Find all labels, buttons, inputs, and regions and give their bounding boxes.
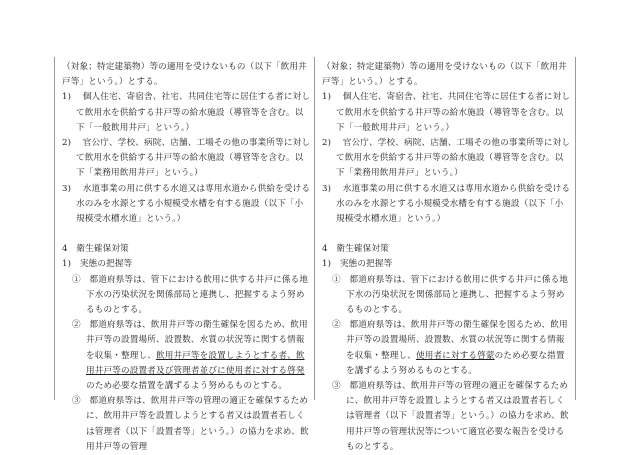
table-border-left [54,57,55,400]
sub-item [62,394,312,455]
item-number: 2) [322,138,332,149]
sub-item-number: ② [72,320,81,331]
sub-item [322,318,572,379]
sub-item [322,273,572,319]
sub-item-text: 都道府県等は、飲用井戸等の管理の適正を確保するために、飲用井戸等を設置しようとする者又は設置者若しくは管理者（以下「設置者等」という。）の協力を求め、飲用井戸等の管理状況等について適宜必要な報告を受けるものとする。 [346,381,569,452]
item-text: 水道事業の用に供する水道又は専用水道から供給を受ける水のみを水源とする小規模受水槽を有する施設（以下「小規模受水槽水道」という。） [336,183,571,225]
intro-text: （対象；特定建築物）等の適用を受けないもの（以下「飲用井戸等」という。）とする。 [62,62,307,88]
section-heading: 4 衛生確保対策 [62,244,129,255]
item-number: 2) [62,138,72,149]
list-item [322,90,572,136]
item-number: 3) [62,183,72,194]
sub-item [62,273,312,319]
subsection-heading: 1) 実態の把握等 [322,259,393,270]
underlined-text: 使用者に対する啓蒙 [415,350,495,361]
sub-item-number: ② [332,320,341,331]
list-item [62,90,312,136]
item-text: 官公庁、学校、病院、店舗、工場その他の事業所等に対して飲用水を供給する井戸等の給水施設（導管等を含む。以下「業務用飲用井戸」という。） [336,138,571,179]
sub-item-text: 都道府県等は、管下における飲用に供する井戸に係る地下水の汚染状況を関係部局と連携し、把握するよう努めるものとする。 [86,274,309,316]
sub-item-text: 都道府県等は、飲用井戸等の管理の適正を確保するために、飲用井戸等を設置しようとする者又は設置者若しくは管理者（以下「設置者等」という。）の協力を求め、飲用井戸等の管理 [86,396,309,452]
item-number: 1) [62,92,72,103]
item-text: 官公庁、学校、病院、店舗、工場その他の事業所等に対して飲用水を供給する井戸等の給水施設（導管等を含む。以下「業務用飲用井戸」という。） [76,138,311,179]
item-text: 個人住宅、寄宿舎、社宅、共同住宅等に居住する者に対して飲用水を供給する井戸等の給水施設（導管等を含む。以下「一般飲用井戸」という。） [336,92,571,133]
sub-item-text: 都道府県等は、管下における飲用に供する井戸に係る地下水の汚染状況を関係部局と連携し、把握するよう努めるものとする。 [346,274,569,316]
table-border-right [575,57,576,400]
list-item [322,136,572,182]
sub-item-text: 都道府県等は、飲用井戸等の衛生確保を図るため、飲用井戸等の設置場所、設置数、水質の状況等に関する情報を収集・整理し、 [86,320,308,361]
sub-item [62,318,312,394]
list-item [322,182,572,228]
sub-item-text-tail: のため必要な措置を講ずるよう努めるものとする。 [346,350,565,376]
item-number: 3) [322,183,332,194]
sub-item-number: ③ [332,381,341,392]
section-heading: 4 衛生確保対策 [322,244,389,255]
column-right [322,60,572,455]
sub-item [322,379,572,455]
table-border-middle [314,57,315,400]
subsection-heading: 1) 実態の把握等 [62,259,133,270]
sub-item-number: ① [72,274,81,285]
sub-item-number: ① [332,274,341,285]
item-number: 1) [322,92,332,103]
list-item [62,136,312,182]
underlined-text: 飲用井戸等を設置しようとする者、飲用井戸等の設置者及び管理者並びに使用者に対する啓発 [86,350,305,376]
column-left [62,60,312,455]
sub-item-text-tail: のため必要な措置を講ずるよう努めるものとする。 [86,381,288,392]
sub-item-text: 都道府県等は、飲用井戸等の衛生確保を図るため、飲用井戸等の設置場所、設置数、水質の状況等に関する情報を収集・整理し、 [346,320,568,361]
sub-item-number: ③ [72,396,81,407]
item-text: 個人住宅、寄宿舎、社宅、共同住宅等に居住する者に対して飲用水を供給する井戸等の給水施設（導管等を含む。以下「一般飲用井戸」という。） [76,92,311,133]
intro-text: （対象；特定建築物）等の適用を受けないもの（以下「飲用井戸等」という。）とする。 [322,62,567,88]
item-text: 水道事業の用に供する水道又は専用水道から供給を受ける水のみを水源とする小規模受水槽を有する施設（以下「小規模受水槽水道」という。） [76,183,311,225]
list-item [62,182,312,228]
